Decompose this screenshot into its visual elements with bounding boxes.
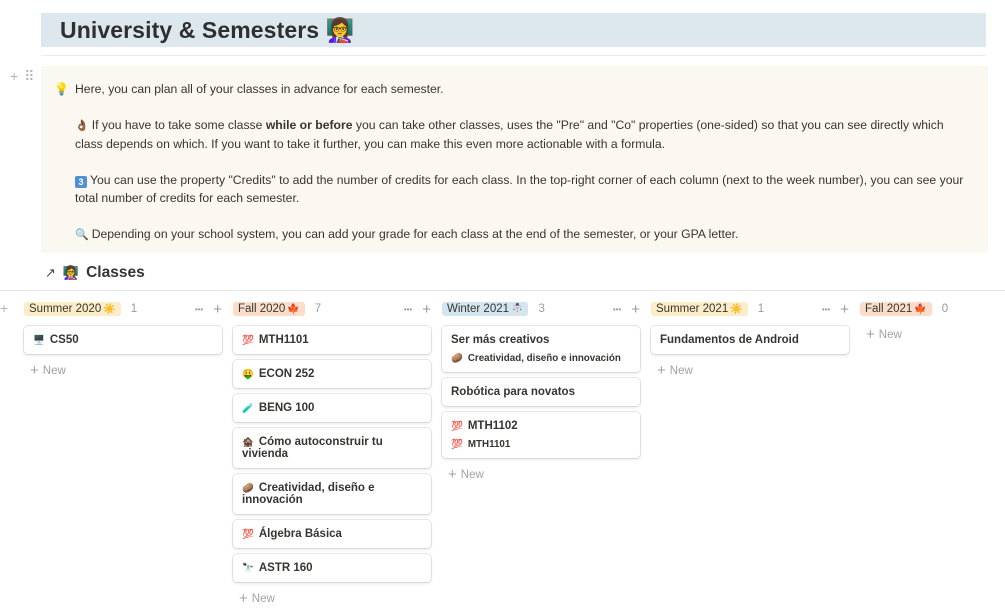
add-block-icon[interactable]: + (10, 68, 19, 84)
card-icon: 💯 (242, 335, 254, 346)
card-title-row (242, 402, 422, 414)
card-title: Álgebra Básica (258, 528, 342, 540)
card-title-row (242, 368, 422, 380)
class-card[interactable] (233, 474, 431, 514)
class-card[interactable] (442, 326, 640, 372)
class-card[interactable] (24, 326, 222, 354)
add-card-icon[interactable]: + (213, 300, 222, 318)
column-label[interactable] (860, 302, 932, 316)
callout (41, 66, 988, 253)
column-actions (822, 301, 849, 318)
more-options-icon[interactable]: ••• (821, 304, 831, 314)
card-list (24, 326, 222, 354)
column-name: Fall 2020 (238, 303, 286, 315)
column-name: Summer 2021 (656, 303, 729, 315)
callout-paragraph: 3 You can use the property "Credits" to add the number of credits for each class. In the top-right corner of each column (next to the week number), you can see your total number of credits for each semester. (75, 173, 964, 205)
column-count: 1 (757, 303, 765, 315)
card-icon: 🤑 (242, 369, 254, 380)
column-name: Winter 2021 (447, 303, 510, 315)
plus-icon: + (239, 590, 248, 607)
more-options-icon[interactable]: ••• (403, 304, 413, 314)
card-list (233, 326, 431, 582)
divider (0, 290, 1005, 291)
class-card[interactable] (233, 394, 431, 422)
new-card-button[interactable] (233, 590, 431, 607)
card-title: BENG 100 (258, 402, 315, 414)
card-icon: 💯 (451, 421, 463, 432)
column-label[interactable] (24, 302, 121, 316)
new-card-button[interactable] (442, 466, 640, 483)
column-header (24, 300, 222, 318)
card-title-row (451, 420, 631, 432)
card-title-row (660, 334, 840, 346)
card-title-row (242, 436, 422, 460)
card-title: MTH1101 (258, 334, 309, 346)
season-icon: ☀️ (730, 304, 743, 315)
card-icon: 🏚️ (242, 437, 254, 448)
column-count: 3 (538, 303, 545, 315)
card-icon: 🥔 (242, 483, 254, 494)
board-column (860, 300, 1005, 343)
new-card-button[interactable] (24, 362, 222, 379)
card-list (442, 326, 640, 458)
column-actions (613, 301, 640, 318)
season-icon: ☀️ (103, 304, 116, 315)
card-title: Cómo autoconstruir tu vivienda (242, 436, 383, 460)
column-count: 1 (130, 303, 138, 315)
board-column (651, 300, 849, 379)
card-title-row (242, 482, 422, 506)
relation-label: MTH1101 (467, 439, 511, 450)
class-card[interactable] (233, 554, 431, 582)
plus-icon: + (866, 326, 875, 343)
teacher-icon: 👩‍🏫 (62, 265, 80, 280)
card-icon: 🖥️ (33, 335, 45, 346)
link-arrow-icon[interactable]: ↗ (45, 265, 56, 280)
more-options-icon[interactable]: ••• (612, 304, 622, 314)
card-title: ECON 252 (258, 368, 315, 380)
add-card-icon[interactable]: + (631, 300, 640, 318)
new-card-button[interactable] (860, 326, 1005, 343)
add-group-icon[interactable]: + (0, 300, 9, 316)
add-card-icon[interactable]: + (840, 300, 849, 318)
callout-paragraph: Here, you can plan all of your classes in advance for each semester. (75, 82, 444, 96)
card-title-row (33, 334, 213, 346)
relation-icon: 🥔 (451, 353, 463, 364)
magnifier-icon: 🔍 (75, 229, 89, 241)
card-title-row (451, 334, 631, 346)
new-label: New (460, 468, 484, 481)
add-card-icon[interactable]: + (422, 300, 431, 318)
column-header (860, 300, 1005, 318)
column-actions (404, 301, 431, 318)
card-relation-property[interactable] (451, 353, 631, 364)
column-name: Summer 2020 (29, 303, 102, 315)
card-relation-property[interactable] (451, 439, 631, 450)
class-card[interactable] (233, 428, 431, 468)
relation-label: Creatividad, diseño e innovación (467, 353, 621, 364)
column-header (442, 300, 640, 318)
column-header (651, 300, 849, 318)
plus-icon: + (657, 362, 666, 379)
card-title-row (242, 528, 422, 540)
card-title: Robótica para novatos (451, 386, 575, 398)
season-icon: 🍁 (287, 304, 300, 315)
class-card[interactable] (442, 378, 640, 406)
card-title: ASTR 160 (258, 562, 313, 574)
divider (41, 55, 986, 56)
column-label[interactable] (651, 302, 748, 316)
linked-database-header (45, 264, 145, 282)
page-title-banner (41, 13, 986, 47)
keycap-three-icon: 3 (75, 176, 87, 188)
new-label: New (42, 364, 66, 377)
card-title-row (242, 562, 422, 574)
plus-icon: + (448, 466, 457, 483)
plus-icon: + (30, 362, 39, 379)
block-handle[interactable] (10, 68, 34, 84)
card-icon: 🧪 (242, 403, 254, 414)
class-card[interactable] (442, 412, 640, 458)
ok-hand-icon: 👌🏾 (75, 120, 89, 132)
new-label: New (878, 328, 902, 341)
card-title-row (242, 334, 422, 346)
class-card[interactable] (651, 326, 849, 354)
card-title: CS50 (49, 334, 79, 346)
class-card[interactable] (233, 520, 431, 548)
column-count: 7 (314, 303, 322, 315)
card-title: Ser más creativos (451, 334, 550, 346)
drag-handle-icon[interactable]: ⠿ (24, 68, 35, 84)
callout-paragraph: 👌🏾 If you have to take some classe while or before you can take other classes, uses the "Pre" and "Co" properties (one-sided) so that you can see directly which class depends on which. If you want to take it further, you can make this even more actionable with a formula. (75, 118, 944, 151)
new-card-button[interactable] (651, 362, 849, 379)
lightbulb-icon[interactable]: 💡 (54, 82, 69, 96)
column-label[interactable] (442, 302, 528, 316)
column-label[interactable] (233, 302, 305, 316)
card-icon: 💯 (242, 529, 254, 540)
card-icon: 🔭 (242, 563, 254, 574)
season-icon: 🍁 (914, 304, 927, 315)
column-actions (195, 301, 222, 318)
season-icon: ☃️ (511, 304, 524, 315)
card-title: Fundamentos de Android (660, 334, 799, 346)
column-name: Fall 2021 (865, 303, 913, 315)
database-title[interactable]: Classes (86, 264, 145, 281)
board-column (24, 300, 222, 379)
new-label: New (251, 592, 275, 605)
column-count: 0 (941, 303, 949, 315)
relation-icon: 💯 (451, 439, 463, 450)
card-title-row (451, 386, 631, 398)
callout-paragraph: 🔍 Depending on your school system, you can add your grade for each class at the end of the semester, or your GPA letter. (75, 227, 739, 241)
column-header (233, 300, 431, 318)
card-list (651, 326, 849, 354)
new-label: New (669, 364, 693, 377)
more-options-icon[interactable]: ••• (194, 304, 204, 314)
board-column (233, 300, 431, 607)
board-column (442, 300, 640, 483)
class-card[interactable] (233, 326, 431, 354)
card-title: Creatividad, diseño e innovación (242, 482, 375, 506)
class-card[interactable] (233, 360, 431, 388)
card-title: MTH1102 (467, 420, 518, 432)
page-title[interactable]: University & Semesters 👩‍🏫 (60, 16, 355, 43)
